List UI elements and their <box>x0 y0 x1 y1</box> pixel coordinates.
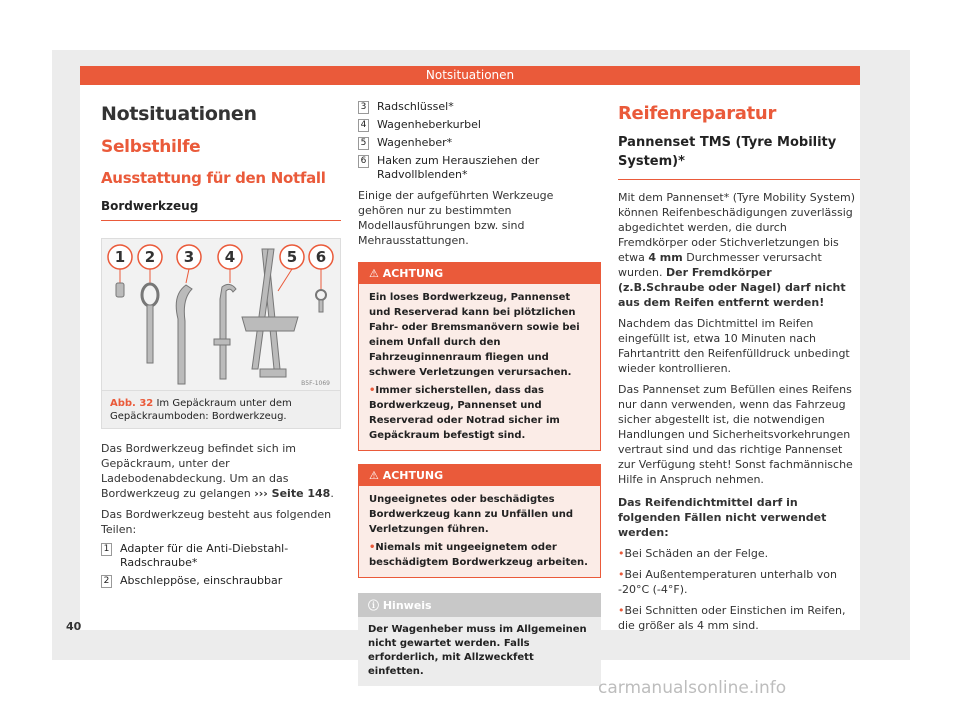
hook-icon <box>316 290 326 300</box>
tow-eye-icon <box>142 284 158 306</box>
wrench-icon <box>176 285 192 384</box>
tow-eye-shaft <box>147 305 153 363</box>
topic-title: Bordwerkzeug <box>101 199 341 221</box>
item-number: 4 <box>358 119 369 132</box>
paragraph-text: Mit dem Pannenset* (Tyre Mobility System) können Reifenbeschädigungen zuverlässig abgedichtet werden, die durch Fremdkörper oder Stichverletzungen bis etwa <box>618 191 856 264</box>
item-text: Abschleppöse, einschraubbar <box>120 574 283 587</box>
paragraph: Das Bordwerkzeug besteht aus folgenden Teilen: <box>101 508 332 536</box>
tool-list <box>101 542 341 588</box>
column-1 <box>101 98 341 592</box>
paragraph-bold: Das Reifendichtmittel darf in folgenden Fällen nicht verwendet werden: <box>618 496 827 539</box>
warning-box <box>358 262 601 451</box>
section-title: Reifenreparatur <box>618 103 777 124</box>
warning-header <box>359 263 600 284</box>
item-text: Adapter für die Anti-Diebstahl-Radschraube* <box>120 542 289 569</box>
callout-label: 5 <box>286 248 298 266</box>
paragraph-text: Durchmesser verursacht wurden. <box>618 251 822 279</box>
hook-shaft <box>319 300 323 312</box>
hint-box <box>358 593 601 686</box>
paragraph-end: . <box>330 487 334 500</box>
callout-label: 1 <box>114 248 126 266</box>
warning-icon: ⚠ <box>369 267 383 280</box>
section-title: Selbsthilfe <box>101 137 201 157</box>
warning-title: ACHTUNG <box>382 267 444 280</box>
paragraph: Einige der aufgeführten Werkzeuge gehören nur zu bestimmten Modellausführungen bzw. sind Mehrausstattungen. <box>358 189 554 247</box>
list-item <box>358 154 601 182</box>
subsection-title: Ausstattung für den Notfall <box>101 169 326 187</box>
crank-handle <box>214 339 230 345</box>
figure-caption-label: Abb. 32 <box>110 398 154 409</box>
paragraph <box>101 441 341 501</box>
column-2 <box>358 100 601 686</box>
page-reference-link[interactable]: ››› Seite 148 <box>254 487 331 500</box>
section-header-bar: Notsituationen <box>80 66 860 85</box>
warning-body <box>359 284 600 450</box>
warning-bullet: • Immer sicherstellen, dass das Bordwerkzeug, Pannenset und Reserverad oder Notrad sicher im Gepäckraum befestigt sind. <box>369 383 590 443</box>
list-item <box>358 118 601 132</box>
info-icon: ⓘ <box>368 599 383 612</box>
warning-icon: ⚠ <box>369 469 383 482</box>
warning-text: Ein loses Bordwerkzeug, Pannenset und Reserverad kann bei plötzlichen Fahr- oder Bremsmanövern sowie bei einem Unfall durch den Fahrzeuginnenraum fliegen und schwere Verletzungen verursachen. <box>369 292 580 378</box>
tool-figure <box>101 238 341 391</box>
toolkit-illustration <box>102 239 340 390</box>
warning-box <box>358 464 601 578</box>
warning-title: ACHTUNG <box>382 469 444 482</box>
list-item <box>358 100 601 114</box>
page-number: 40 <box>66 620 82 633</box>
column-3 <box>618 98 860 633</box>
callout-label: 2 <box>144 248 156 266</box>
bullet-item: • Bei Schnitten oder Einstichen im Reifen, die größer als 4 mm sind. <box>618 603 860 633</box>
callout-label: 3 <box>183 248 195 266</box>
item-number: 3 <box>358 101 369 114</box>
paragraph-text: Das Bordwerkzeug befindet sich im Gepäckraum, unter der Ladebodenabdeckung. Um an das Bordwerkzeug zu gelangen <box>101 442 296 500</box>
warning-header <box>359 465 600 486</box>
callout-label: 4 <box>224 248 236 266</box>
warning-body <box>359 486 600 577</box>
jack-body-icon <box>242 317 298 331</box>
list-item <box>358 136 601 150</box>
topic-title: Pannenset TMS (Tyre Mobility System)* <box>618 133 860 180</box>
watermark: carmanualsonline.info <box>598 678 787 698</box>
hint-header <box>358 593 601 617</box>
warning-text: Ungeeignetes oder beschädigtes Bordwerkzeug kann zu Unfällen und Verletzungen führen. <box>369 494 574 535</box>
list-item <box>101 574 341 588</box>
tool-list-cont <box>358 100 601 182</box>
item-number: 5 <box>358 137 369 150</box>
paragraph: Nachdem das Dichtmittel im Reifen eingefüllt ist, etwa 10 Minuten nach Fahrtantritt den Reifenfülldruck unbedingt wieder kontrollieren. <box>618 317 850 375</box>
figure-code: B5F-1069 <box>301 380 330 387</box>
hint-title: Hinweis <box>382 599 432 612</box>
crank-icon <box>220 284 236 379</box>
item-number: 2 <box>101 575 112 588</box>
emphasis: Der Fremdkörper (z.B.Schraube oder Nagel) darf nicht aus dem Reifen entfernt werden! <box>618 266 846 309</box>
list-item <box>101 542 341 570</box>
jack-base-icon <box>260 369 286 377</box>
item-text: Wagenheberkurbel <box>377 118 481 131</box>
item-number: 1 <box>101 543 112 556</box>
figure-caption-text: Im Gepäckraum unter dem Gepäckraumboden: Bordwerkzeug. <box>110 398 292 422</box>
item-text: Wagenheber* <box>377 136 453 149</box>
callout-label: 6 <box>315 248 327 266</box>
bullet-item: • Bei Schäden an der Felge. <box>618 546 860 561</box>
hint-text: Der Wagenheber muss im Allgemeinen nicht gewartet werden. Falls erforderlich, mit Allzweckfett einfetten. <box>368 624 587 677</box>
emphasis: 4 mm <box>648 251 683 264</box>
adapter-icon <box>116 283 124 297</box>
paragraph <box>618 190 860 310</box>
item-text: Haken zum Herausziehen der Radvollblenden* <box>377 154 540 181</box>
bullet-list <box>618 546 860 633</box>
chapter-title: Notsituationen <box>101 103 257 125</box>
item-text: Radschlüssel* <box>377 100 454 113</box>
warning-bullet: • Niemals mit ungeeignetem oder beschädigtem Bordwerkzeug arbeiten. <box>369 540 590 570</box>
paragraph: Das Pannenset zum Befüllen eines Reifens nur dann verwenden, wenn das Fahrzeug sicher abgestellt ist, die notwendigen Handlungen und Sicherheitsvorkehrungen vertraut sind und das richtige Pannenset zur Verfügung steht! Sonst fachmännische Hilfe in Anspruch nehmen. <box>618 383 853 486</box>
bullet-item: • Bei Außentemperaturen unterhalb von -20°C (-4°F). <box>618 567 860 597</box>
figure-caption <box>101 391 341 429</box>
item-number: 6 <box>358 155 369 168</box>
